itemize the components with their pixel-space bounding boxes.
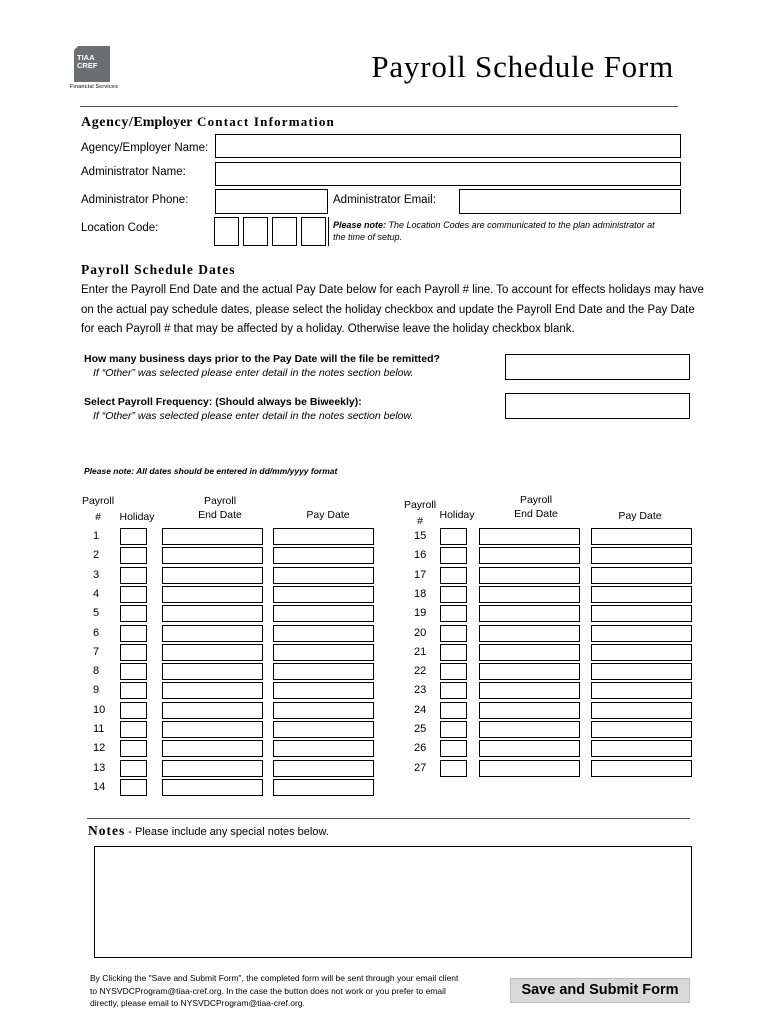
contact-heading <box>81 114 335 131</box>
notes-subtext: - Please include any special notes below. <box>125 826 329 838</box>
q1-subtext: If “Other” was selected please enter detail in the notes section below. <box>93 367 414 379</box>
payroll-number-right: 24 <box>414 703 427 716</box>
holiday-checkbox[interactable] <box>120 547 147 564</box>
holiday-checkbox[interactable] <box>120 528 147 545</box>
left-col-pay-header: Pay Date <box>306 509 350 521</box>
notes-heading-row <box>88 822 329 840</box>
payroll-number-left: 7 <box>93 645 100 658</box>
footer-line-1: By Clicking the "Save and Submit Form", the completed form will be sent through your email client <box>90 973 459 983</box>
payroll-end-date-field[interactable] <box>162 528 263 545</box>
pay-date-field[interactable] <box>591 682 692 699</box>
footer-text <box>90 972 458 1010</box>
notes-heading: Notes <box>88 823 126 838</box>
payroll-end-date-field[interactable] <box>479 528 580 545</box>
holiday-checkbox[interactable] <box>440 547 467 564</box>
logo-line2: CREF <box>77 61 98 70</box>
pay-date-field[interactable] <box>273 682 374 699</box>
holiday-checkbox[interactable] <box>440 625 467 642</box>
schedule-instructions <box>81 281 704 340</box>
payroll-end-date-field[interactable] <box>479 625 580 642</box>
payroll-end-date-field[interactable] <box>162 547 263 564</box>
pay-date-field[interactable] <box>273 547 374 564</box>
question-remit-days <box>84 352 440 380</box>
holiday-checkbox[interactable] <box>120 586 147 603</box>
right-col-pay-header: Pay Date <box>618 510 662 522</box>
payroll-number-right: 23 <box>414 684 427 697</box>
pay-date-field[interactable] <box>273 702 374 719</box>
pay-date-field[interactable] <box>591 644 692 661</box>
payroll-end-date-field[interactable] <box>479 663 580 680</box>
payroll-end-date-field[interactable] <box>479 682 580 699</box>
holiday-checkbox[interactable] <box>440 644 467 661</box>
payroll-number-left: 4 <box>93 587 100 600</box>
save-and-submit-button[interactable]: Save and Submit Form <box>510 978 690 1003</box>
q2-subtext: If “Other” was selected please enter detail in the notes section below. <box>93 410 414 422</box>
right-header-end1: Payroll <box>519 494 553 506</box>
payroll-number-left: 13 <box>93 761 106 774</box>
right-header-payroll: Payroll <box>403 499 437 511</box>
holiday-checkbox[interactable] <box>120 702 147 719</box>
holiday-checkbox[interactable] <box>440 605 467 622</box>
payroll-number-left: 2 <box>93 549 100 562</box>
payroll-number-right: 20 <box>414 626 427 639</box>
question-payroll-frequency <box>84 395 413 423</box>
left-header-end1: Payroll <box>203 495 237 507</box>
payroll-end-date-field[interactable] <box>162 605 263 622</box>
pay-date-field[interactable] <box>273 567 374 584</box>
logo-line1: TIAA <box>77 53 95 62</box>
payroll-end-date-field[interactable] <box>479 547 580 564</box>
location-code-note <box>333 219 663 243</box>
payroll-end-date-field[interactable] <box>479 567 580 584</box>
payroll-end-date-field[interactable] <box>162 760 263 777</box>
pay-date-field[interactable] <box>273 605 374 622</box>
notes-textarea[interactable] <box>94 846 692 958</box>
holiday-checkbox[interactable] <box>120 760 147 777</box>
payroll-number-right: 18 <box>414 587 427 600</box>
payroll-end-date-field[interactable] <box>162 702 263 719</box>
holiday-checkbox[interactable] <box>440 760 467 777</box>
holiday-checkbox[interactable] <box>120 721 147 738</box>
admin-phone-field[interactable] <box>215 189 328 214</box>
payroll-end-date-field[interactable] <box>479 605 580 622</box>
pay-date-field[interactable] <box>591 547 692 564</box>
admin-name-field[interactable] <box>215 162 681 186</box>
payroll-number-left: 14 <box>93 780 106 793</box>
payroll-number-left: 11 <box>93 723 105 735</box>
footer-line-3: directly, please email to NYSVDCProgram@tiaa-cref.org. <box>90 998 305 1008</box>
agency-name-label: Agency/Employer Name: <box>81 142 209 154</box>
pay-date-field[interactable] <box>591 605 692 622</box>
pay-date-field[interactable] <box>273 625 374 642</box>
admin-email-label: Administrator Email: <box>333 194 436 206</box>
pay-date-field[interactable] <box>591 702 692 719</box>
holiday-checkbox[interactable] <box>440 740 467 757</box>
payroll-number-right: 22 <box>414 665 427 678</box>
location-code-label: Location Code: <box>81 222 159 234</box>
payroll-end-date-field[interactable] <box>162 721 263 738</box>
left-col-holiday-header: Holiday <box>119 511 155 523</box>
pay-date-field[interactable] <box>273 760 374 777</box>
tiaa-cref-logo <box>70 44 124 92</box>
right-header-end2: End Date <box>514 508 558 520</box>
payroll-end-date-field[interactable] <box>479 760 580 777</box>
payroll-end-date-field[interactable] <box>162 740 263 757</box>
holiday-checkbox[interactable] <box>120 663 147 680</box>
payroll-number-left: 6 <box>93 626 100 639</box>
location-note-bold: Please note: <box>333 220 387 230</box>
agency-name-field[interactable] <box>215 134 681 158</box>
payroll-end-date-field[interactable] <box>162 644 263 661</box>
pay-date-field[interactable] <box>273 740 374 757</box>
payroll-end-date-field[interactable] <box>479 586 580 603</box>
payroll-number-left: 9 <box>93 684 100 697</box>
right-header-hash: # <box>417 515 423 527</box>
holiday-checkbox[interactable] <box>120 605 147 622</box>
payroll-number-right: 19 <box>414 607 427 620</box>
instructions-line-1: Enter the Payroll End Date and the actual Pay Date below for each Payroll # line. To account for effects holidays may have <box>81 284 704 296</box>
pay-date-field[interactable] <box>591 740 692 757</box>
q2-text: Select Payroll Frequency: (Should always be Biweekly): <box>84 396 362 408</box>
right-col-end-header <box>494 493 578 521</box>
admin-phone-label: Administrator Phone: <box>81 194 189 206</box>
page-title: Payroll Schedule Form <box>371 49 674 84</box>
payroll-end-date-field[interactable] <box>162 682 263 699</box>
holiday-checkbox[interactable] <box>440 702 467 719</box>
payroll-number-left: 10 <box>93 703 106 716</box>
payroll-number-right: 21 <box>414 645 427 658</box>
payroll-number-right: 25 <box>414 723 427 735</box>
payroll-number-right: 26 <box>414 742 427 755</box>
pay-date-field[interactable] <box>273 644 374 661</box>
pay-date-field[interactable] <box>591 663 692 680</box>
holiday-checkbox[interactable] <box>440 567 467 584</box>
pay-date-field[interactable] <box>273 528 374 545</box>
payroll-end-date-field[interactable] <box>162 586 263 603</box>
admin-email-field[interactable] <box>459 189 681 214</box>
q1-text: How many business days prior to the Pay Date will the file be remitted? <box>84 353 440 365</box>
contact-heading-part3: Contact Information <box>192 114 335 129</box>
holiday-checkbox[interactable] <box>120 740 147 757</box>
holiday-checkbox[interactable] <box>120 644 147 661</box>
footer-line-2: to NYSVDCProgram@tiaa-cref.org. In the case the button does not work or you prefer to email <box>90 985 446 996</box>
payroll-number-right: 17 <box>414 568 427 581</box>
left-header-hash: # <box>95 511 101 523</box>
payroll-number-left: 12 <box>93 742 106 755</box>
holiday-checkbox[interactable] <box>440 586 467 603</box>
payroll-end-date-field[interactable] <box>162 779 263 796</box>
left-col-end-header <box>178 494 262 522</box>
holiday-checkbox[interactable] <box>440 721 467 738</box>
instructions-line-3: for each Payroll # that may be affected by a holiday. Otherwise leave the holiday checkbox blank. <box>81 323 575 335</box>
pay-date-field[interactable] <box>591 567 692 584</box>
pay-date-field[interactable] <box>273 779 374 796</box>
location-code-digit-4[interactable] <box>301 217 326 246</box>
pay-date-field[interactable] <box>591 528 692 545</box>
logo-caption: Financial Services <box>70 84 118 90</box>
payroll-number-left: 1 <box>93 530 100 542</box>
date-format-note: Please note: All dates should be entered in dd/mm/yyyy format <box>84 466 338 476</box>
pay-date-field[interactable] <box>273 663 374 680</box>
location-code-digit-1[interactable] <box>214 217 239 246</box>
contact-heading-part1: Agency/ <box>81 115 134 130</box>
location-note-text: The Location Codes are communicated to the plan administrator at the time of setup. <box>333 220 655 242</box>
payroll-number-right: 27 <box>414 761 427 774</box>
payroll-end-date-field[interactable] <box>479 740 580 757</box>
holiday-checkbox[interactable] <box>120 567 147 584</box>
holiday-checkbox[interactable] <box>120 779 147 796</box>
payroll-end-date-field[interactable] <box>479 702 580 719</box>
pay-date-field[interactable] <box>591 760 692 777</box>
payroll-number-left: 5 <box>93 607 100 620</box>
schedule-heading: Payroll Schedule Dates <box>81 262 236 277</box>
location-code-digit-3[interactable] <box>272 217 297 246</box>
holiday-checkbox[interactable] <box>440 663 467 680</box>
payroll-end-date-field[interactable] <box>162 663 263 680</box>
holiday-checkbox[interactable] <box>120 682 147 699</box>
payroll-end-date-field[interactable] <box>162 567 263 584</box>
contact-heading-part2: Employer <box>133 115 193 130</box>
payroll-number-right: 15 <box>414 530 427 542</box>
payroll-number-right: 16 <box>414 549 427 562</box>
pay-date-field[interactable] <box>273 586 374 603</box>
pay-date-field[interactable] <box>591 625 692 642</box>
pay-date-field[interactable] <box>591 721 692 738</box>
payroll-end-date-field[interactable] <box>479 721 580 738</box>
payroll-end-date-field[interactable] <box>162 625 263 642</box>
instructions-line-2: on the actual pay schedule dates, please select the holiday checkbox and update the Payroll End Date and the Pay Date <box>81 303 695 316</box>
holiday-checkbox[interactable] <box>440 682 467 699</box>
payroll-number-left: 8 <box>93 665 100 678</box>
payroll-end-date-field[interactable] <box>479 644 580 661</box>
title-divider <box>80 106 678 107</box>
right-col-holiday-header: Holiday <box>439 509 475 521</box>
left-header-end2: End Date <box>198 509 242 521</box>
location-code-digit-2[interactable] <box>243 217 268 246</box>
admin-name-label: Administrator Name: <box>81 166 186 178</box>
pay-date-field[interactable] <box>591 586 692 603</box>
remit-days-field[interactable] <box>505 354 690 380</box>
holiday-checkbox[interactable] <box>120 625 147 642</box>
notes-divider <box>87 818 690 819</box>
left-header-payroll: Payroll <box>81 495 115 507</box>
pay-date-field[interactable] <box>273 721 374 738</box>
payroll-number-left: 3 <box>93 568 100 581</box>
holiday-checkbox[interactable] <box>440 528 467 545</box>
payroll-frequency-field[interactable] <box>505 393 690 419</box>
